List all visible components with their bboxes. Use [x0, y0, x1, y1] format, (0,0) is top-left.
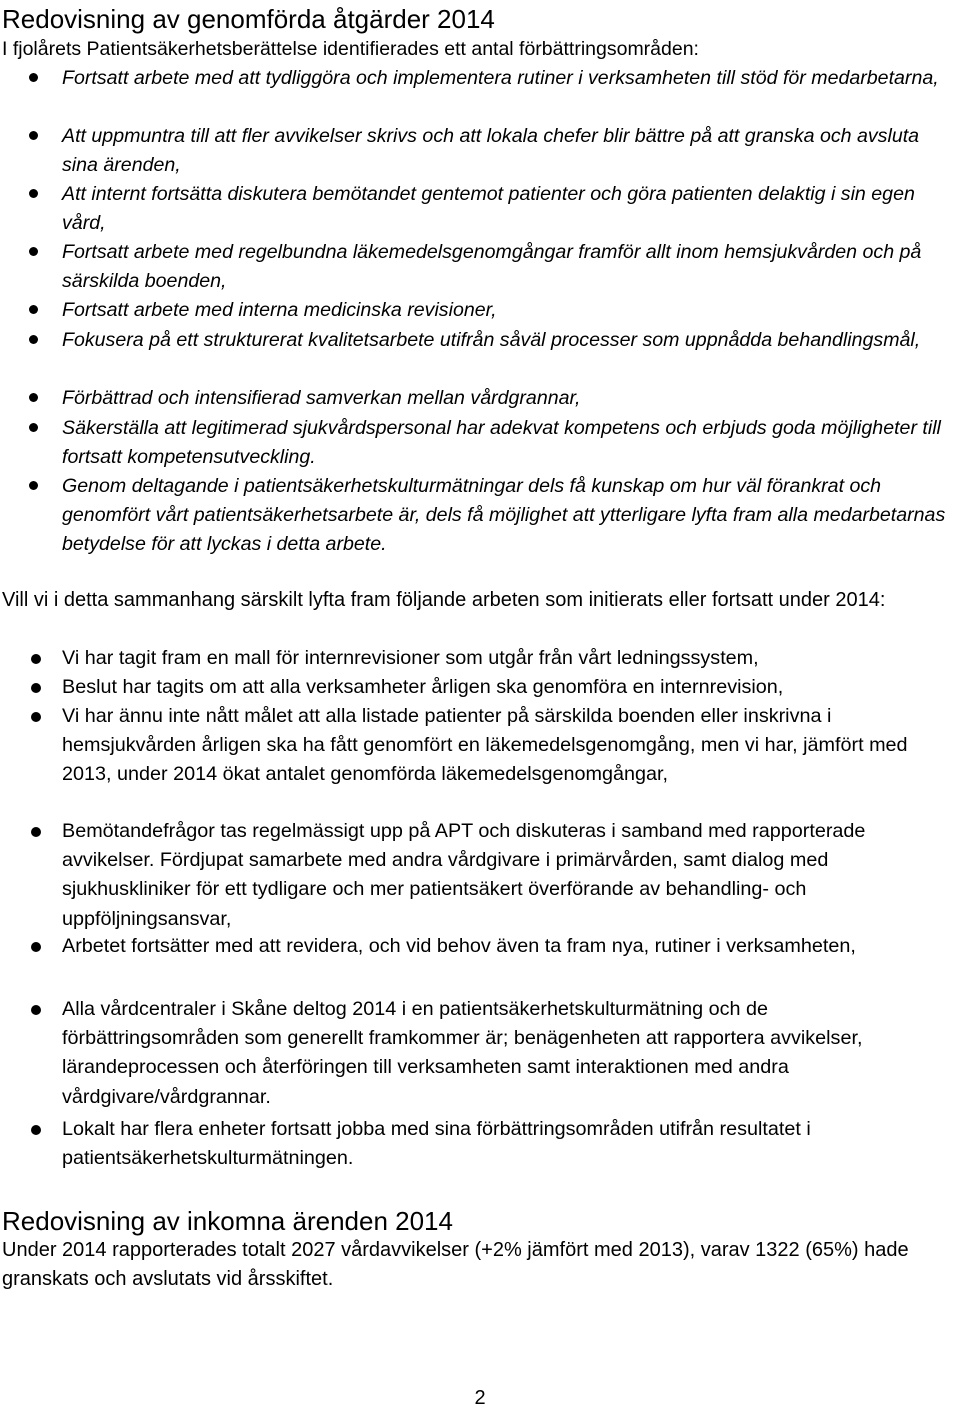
bullet-icon	[29, 247, 38, 256]
list-item: Fortsatt arbete med att tydliggöra och implementera rutiner i verksamheten till stöd för medarbetarna,	[0, 64, 958, 122]
bullet-icon	[31, 942, 41, 952]
list-item: Vi har tagit fram en mall för internrevisioner som utgår från vårt ledningssystem,	[0, 644, 958, 673]
paragraph-intro-2014: Vill vi i detta sammanhang särskilt lyfta fram följande arbeten som initierats eller fortsatt under 2014:	[2, 589, 886, 611]
list-item: Bemötandefrågor tas regelmässigt upp på APT och diskuteras i samband med rapporterade avvikelser. Fördjupat samarbete med andra vårdgivare i primärvården, samt dialog med sjukhuskliniker för ett tydligare och mer patientsäkert överförande av behandling- och uppföljningsansvar,	[0, 817, 958, 932]
section-heading-genomforda-atgarder: Redovisning av genomförda åtgärder 2014	[2, 4, 495, 34]
list-item: Fokusera på ett strukturerat kvalitetsarbete utifrån såväl processer som uppnådda behandlingsmål,	[0, 326, 958, 384]
section-intro: I fjolårets Patientsäkerhetsberättelse identifierades ett antal förbättringsområden:	[2, 38, 699, 60]
list-item: Alla vårdcentraler i Skåne deltog 2014 i en patientsäkerhetskulturmätning och de förbättringsområden som generellt framkommer är; benägenheten att rapportera avvikelser, lärandeprocessen och återföringen till verksamheten samt interaktionen med andra vårdgivare/vårdgrannar.	[0, 995, 958, 1115]
bullet-icon	[31, 712, 41, 722]
section-heading-inkomna-arenden: Redovisning av inkomna ärenden 2014	[2, 1206, 453, 1236]
list-item: Arbetet fortsätter med att revidera, och vid behov även ta fram nya, rutiner i verksamheten,	[0, 932, 958, 995]
initiatives-list	[0, 644, 958, 1173]
improvement-areas-list	[0, 64, 958, 559]
bullet-icon	[31, 1125, 41, 1135]
bullet-icon	[29, 131, 38, 140]
list-item: Fortsatt arbete med interna medicinska revisioner,	[0, 296, 958, 326]
bullet-icon	[31, 654, 41, 664]
list-item: Vi har ännu inte nått målet att alla listade patienter på särskilda boenden eller inskrivna i hemsjukvården årligen ska ha fått genomfört en läkemedelsgenomgång, men vi har, jämfört med 2013, under 2014 ökat antalet genomförda läkemedelsgenomgångar,	[0, 702, 958, 817]
list-item: Lokalt har flera enheter fortsatt jobba med sina förbättringsområden utifrån resultatet i patientsäkerhetskulturmätningen.	[0, 1115, 958, 1173]
list-item: Beslut har tagits om att alla verksamheter årligen ska genomföra en internrevision,	[0, 673, 958, 702]
bullet-icon	[29, 73, 38, 82]
list-item: Fortsatt arbete med regelbundna läkemedelsgenomgångar framför allt inom hemsjukvården och på särskilda boenden,	[0, 238, 958, 296]
bullet-icon	[29, 393, 38, 402]
bullet-icon	[29, 305, 38, 314]
page-number: 2	[474, 1387, 486, 1409]
bullet-icon	[29, 335, 38, 344]
bullet-icon	[31, 1005, 41, 1015]
list-item: Förbättrad och intensifierad samverkan mellan vårdgrannar,	[0, 384, 958, 414]
paragraph-inkomna-arenden: Under 2014 rapporterades totalt 2027 vårdavvikelser (+2% jämfört med 2013), varav 1322 (65%) hade granskats och avslutats vid årsskiftet.	[2, 1239, 909, 1290]
bullet-icon	[29, 423, 38, 432]
bullet-icon	[31, 827, 41, 837]
bullet-icon	[29, 481, 38, 490]
list-item: Att uppmuntra till att fler avvikelser skrivs och att lokala chefer blir bättre på att granska och avsluta sina ärenden,	[0, 122, 958, 180]
bullet-icon	[29, 189, 38, 198]
list-item: Genom deltagande i patientsäkerhetskulturmätningar dels få kunskap om hur väl förankrat och genomfört vårt patientsäkerhetsarbete är, dels få möjlighet att ytterligare lyfta fram alla medarbetarnas betydelse för att lyckas i detta arbete.	[0, 472, 958, 559]
list-item: Säkerställa att legitimerad sjukvårdspersonal har adekvat kompetens och erbjuds goda möjligheter till fortsatt kompetensutveckling.	[0, 414, 958, 472]
bullet-icon	[31, 683, 41, 693]
list-item: Att internt fortsätta diskutera bemötandet gentemot patienter och göra patienten delaktig i sin egen vård,	[0, 180, 958, 238]
